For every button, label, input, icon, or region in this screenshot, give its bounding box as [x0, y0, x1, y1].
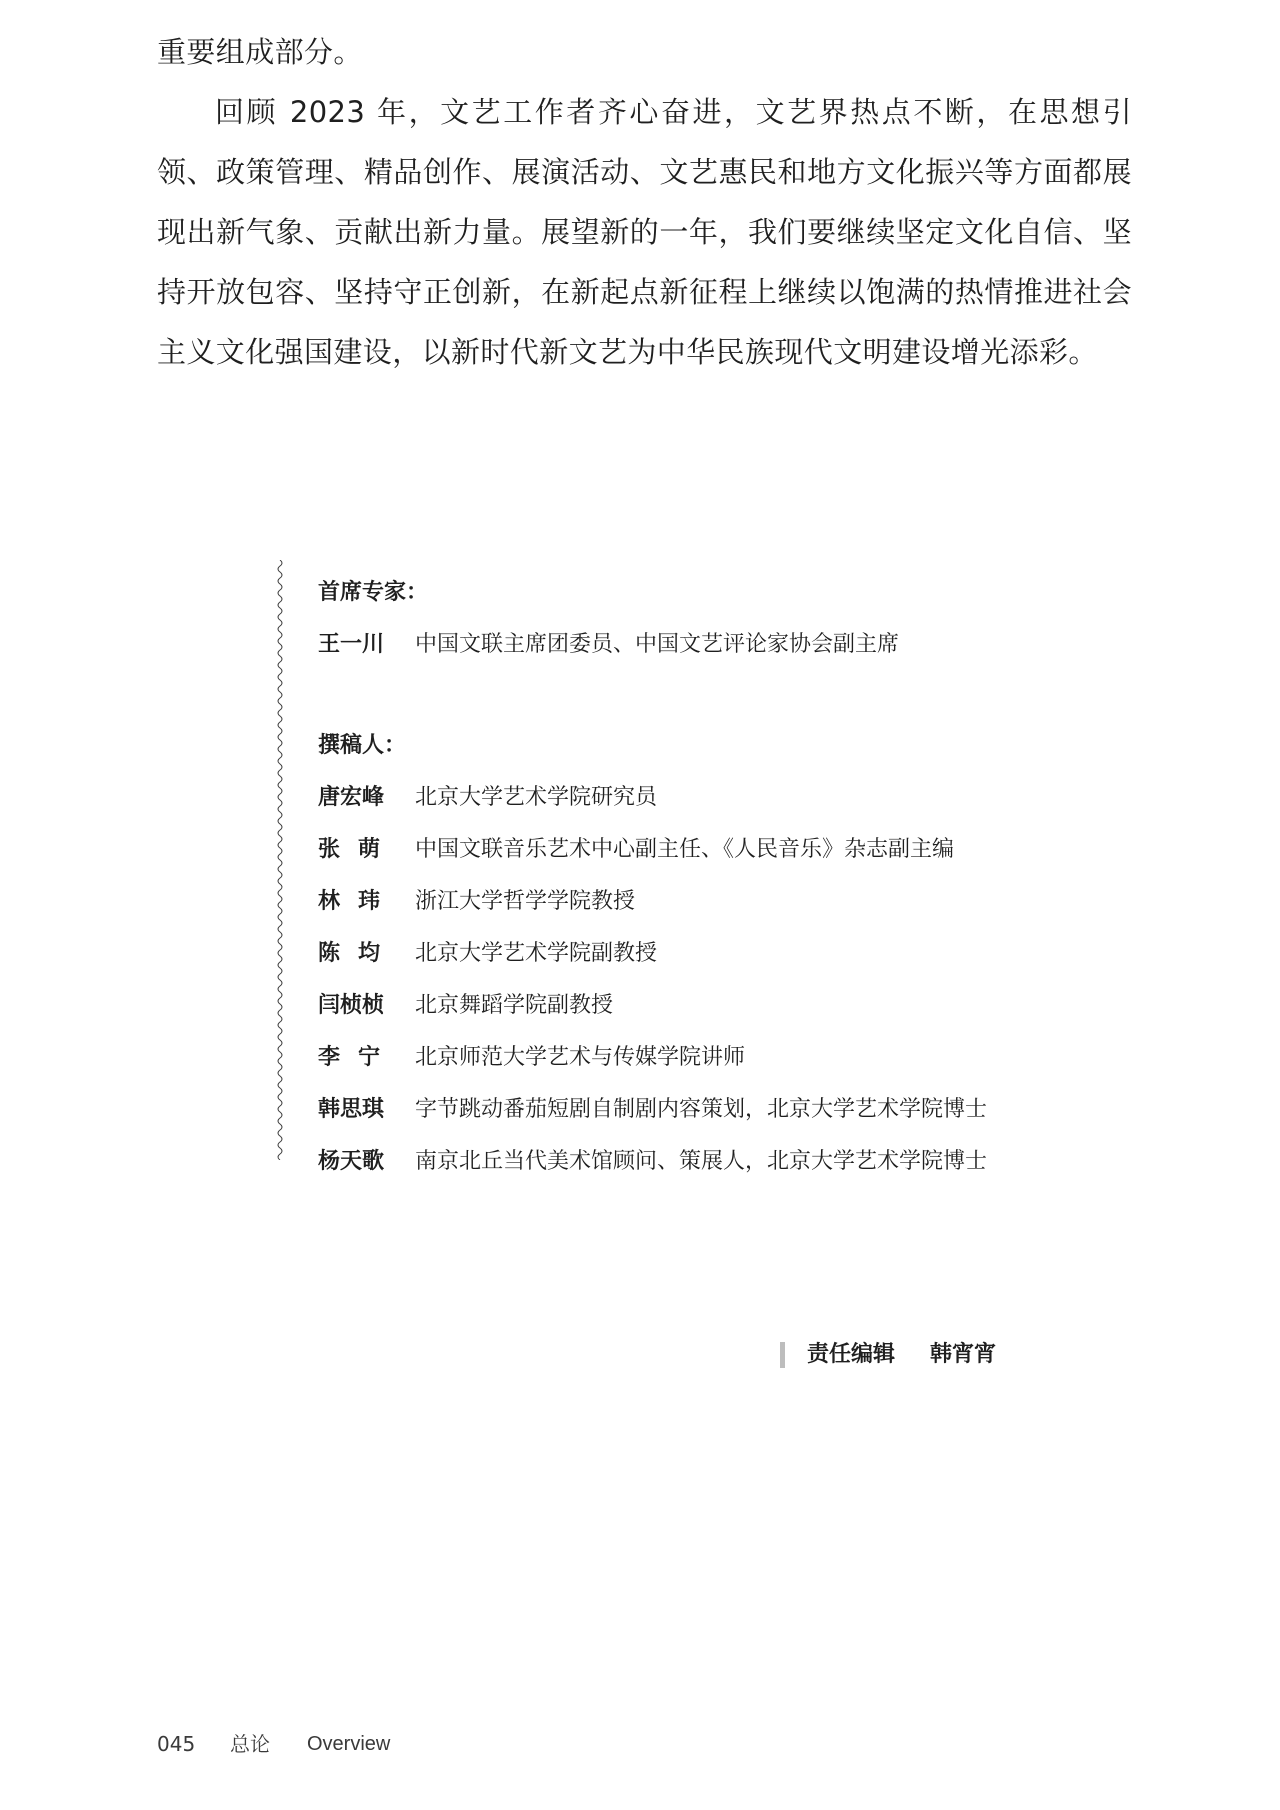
- person-name: 唐宏峰: [318, 785, 385, 810]
- person-title: 中国文联主席团委员、中国文艺评论家协会副主席: [415, 632, 900, 657]
- credit-row: [318, 1032, 1118, 1084]
- credit-row: [318, 772, 1118, 824]
- person-name: 韩思琪: [318, 1097, 385, 1122]
- wavy-divider-line: [275, 560, 285, 1160]
- credit-row: [318, 824, 1118, 876]
- person-name: 王一川: [318, 632, 385, 657]
- person-title: 中国文联音乐艺术中心副主任、《人民音乐》杂志副主编: [415, 837, 955, 862]
- person-title: 浙江大学哲学学院教授: [415, 889, 636, 914]
- paragraph-continuation: 重要组成部分。: [157, 35, 363, 69]
- person-title: 北京大学艺术学院研究员: [415, 785, 658, 810]
- chief-expert-heading: 首席专家：: [318, 580, 429, 605]
- credit-row: [318, 928, 1118, 980]
- writers-heading: 撰稿人：: [318, 733, 407, 758]
- page-number: 045: [157, 1732, 196, 1756]
- paragraph-review-2023: 回顾 2023 年，文艺工作者齐心奋进，文艺界热点不断，在思想引领、政策管理、精品创作、展演活动、文艺惠民和地方文化振兴等方面都展现出新气象、贡献出新力量。展望新的一年，我们要继续坚定文化自信、坚持开放包容、坚持守正创新，在新起点新征程上继续以饱满的热情推进社会主义文化强国建设，以新时代新文艺为中华民族现代文明建设增光添彩。: [157, 95, 1132, 369]
- person-name: 陈均: [318, 941, 399, 966]
- person-title: 北京大学艺术学院副教授: [415, 941, 658, 966]
- editor-accent-bar: [780, 1342, 785, 1368]
- credit-row: [318, 1136, 1118, 1188]
- person-name: 李宁: [318, 1045, 399, 1070]
- person-title: 北京师范大学艺术与传媒学院讲师: [415, 1045, 746, 1070]
- person-name: 闫桢桢: [318, 993, 385, 1018]
- person-title: 北京舞蹈学院副教授: [415, 993, 614, 1018]
- editor-name: 韩宵宵: [930, 1342, 997, 1367]
- person-name: 张萌: [318, 837, 399, 862]
- chief-expert-list: [318, 619, 1118, 671]
- person-name: 杨天歌: [318, 1149, 385, 1174]
- person-title: 南京北丘当代美术馆顾问、策展人，北京大学艺术学院博士: [415, 1149, 988, 1174]
- person-name: 林玮: [318, 889, 399, 914]
- writers-block: [318, 720, 1118, 1188]
- body-text: [157, 22, 1132, 382]
- credit-row: [318, 619, 1118, 671]
- credit-row: [318, 1084, 1118, 1136]
- person-title: 字节跳动番茄短剧自制剧内容策划，北京大学艺术学院博士: [415, 1097, 988, 1122]
- chief-expert-block: [318, 567, 1118, 671]
- section-title-cn: 总论: [230, 1732, 270, 1756]
- credit-row: [318, 980, 1118, 1032]
- writers-list: [318, 772, 1118, 1188]
- editor-label: 责任编辑: [807, 1342, 896, 1367]
- credit-row: [318, 876, 1118, 928]
- section-title-en: Overview: [307, 1733, 391, 1755]
